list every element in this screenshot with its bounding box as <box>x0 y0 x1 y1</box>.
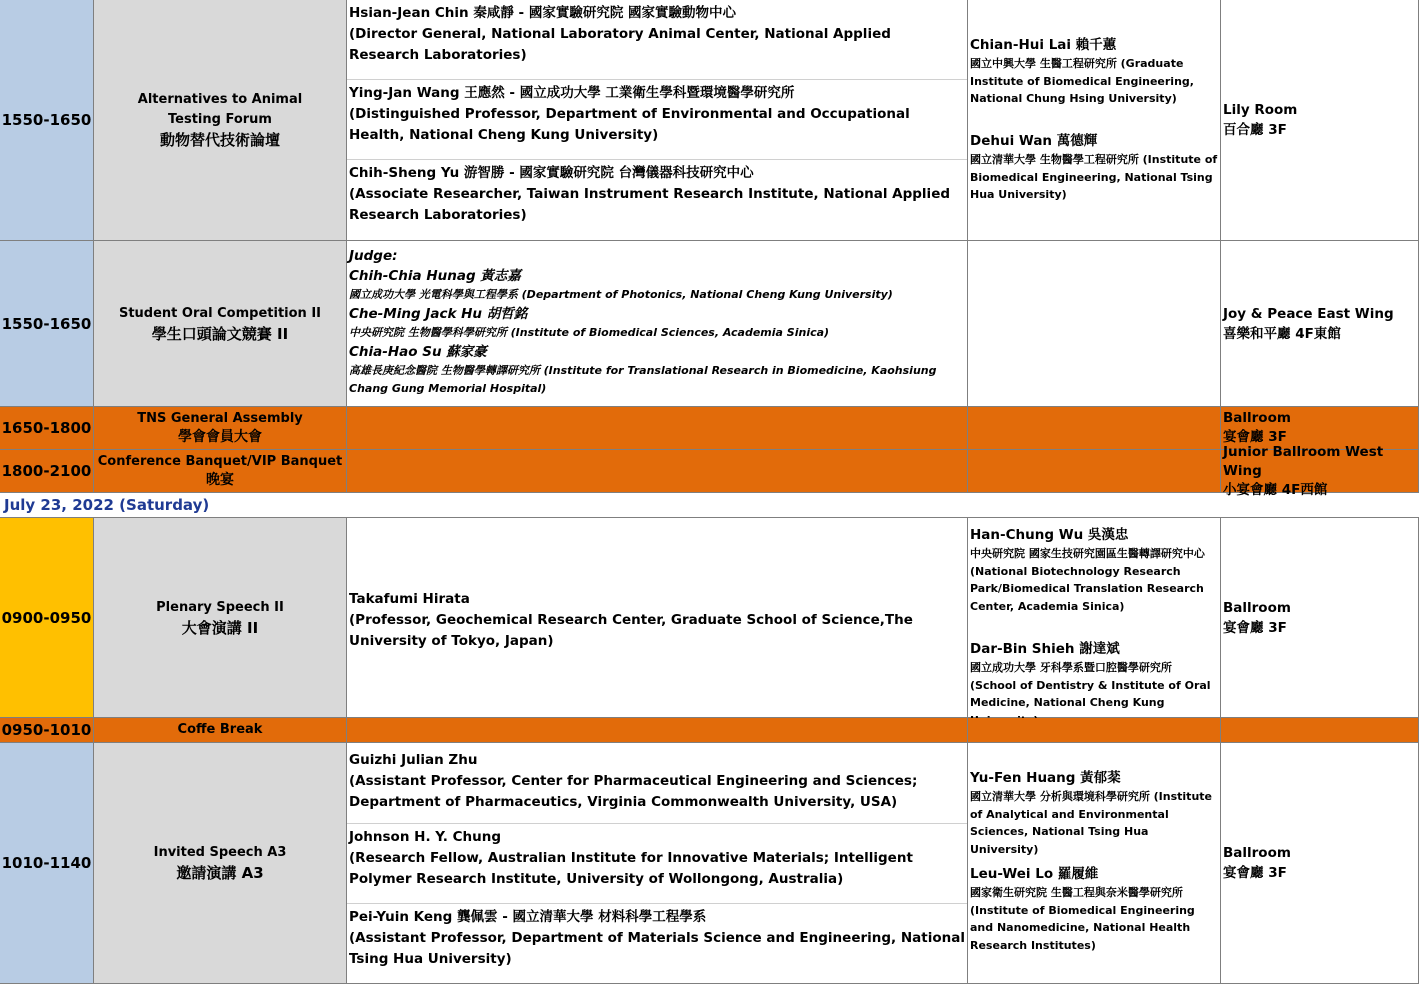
session-cell <box>94 407 347 450</box>
speaker-affiliation: (Director General, National Laboratory Animal Center, National Applied Research Laboratories) <box>349 26 891 63</box>
speaker-affiliation: (Assistant Professor, Department of Materials Science and Engineering, National Tsing Hua University) <box>349 930 965 967</box>
session-row-invited-a3 <box>0 743 1419 984</box>
session-row-plenary <box>0 518 1419 718</box>
moderator-affiliation: 國立清華大學 生物醫學工程研究所 (Institute of Biomedical Engineering, National Tsing Hua University) <box>970 153 1218 201</box>
moderator-affiliation: 國立清華大學 分析與環境科學研究所 (Institute of Analytical and Environmental Sciences, National Tsing Hua University) <box>970 790 1212 856</box>
date-heading: July 23, 2022 (Saturday) <box>4 496 210 514</box>
speaker-name: Guizhi Julian Zhu <box>349 752 478 768</box>
room-cell <box>1221 0 1419 241</box>
session-title-en: TNS General Assembly <box>137 411 303 426</box>
judge-label: Judge: <box>349 248 398 264</box>
moderators-cell <box>968 241 1221 407</box>
room-cell <box>1221 241 1419 407</box>
moderator-affiliation: 中央研究院 國家生技研究園區生醫轉譯研究中心 (National Biotechnology Research Park/Biomedical Translation Research Center, Academia Sinica) <box>970 547 1205 613</box>
moderator-entry <box>968 525 1220 615</box>
session-title-en: Coffe Break <box>177 722 263 737</box>
moderator-name: Leu-Wei Lo 羅履維 <box>970 866 1099 882</box>
speaker-name: Ying-Jan Wang 王應然 - 國立成功大學 工業衛生學科暨環境醫學研究所 <box>349 85 795 101</box>
judges-cell <box>347 241 968 407</box>
session-row-coffee-break <box>0 718 1419 743</box>
moderators-cell <box>968 450 1221 493</box>
room-cell <box>1221 718 1419 743</box>
session-title-en: Alternatives to Animal Testing Forum <box>137 92 303 127</box>
speakers-cell <box>347 518 968 718</box>
moderator-name: Chian-Hui Lai 賴千蕙 <box>970 37 1117 53</box>
room-name-en: Ballroom <box>1223 599 1291 616</box>
moderator-affiliation: 國家衛生研究院 生醫工程與奈米醫學研究所 (Institute of Biomedical Engineering and Nanomedicine, National Health Research Institutes) <box>970 886 1195 952</box>
moderator-entry <box>968 768 1220 858</box>
session-cell <box>94 743 347 984</box>
judge-affiliation: 國立成功大學 光電科學與工程學系 (Department of Photonics, National Cheng Kung University) <box>349 288 893 301</box>
time-text: 1650-1800 <box>1 419 92 437</box>
moderator-entry <box>968 639 1220 729</box>
speakers-cell <box>347 0 968 241</box>
speaker-entry <box>347 586 967 652</box>
session-title-zh: 晚宴 <box>206 472 234 488</box>
session-title-en: Plenary Speech II <box>156 599 284 615</box>
time-cell <box>0 718 94 743</box>
speaker-affiliation: (Distinguished Professor, Department of Environmental and Occupational Health, National Cheng Kung University) <box>349 106 910 143</box>
speaker-name: Johnson H. Y. Chung <box>349 829 502 845</box>
moderators-cell <box>968 518 1221 718</box>
time-cell <box>0 407 94 450</box>
session-title-en: Conference Banquet/VIP Banquet <box>97 454 343 469</box>
session-title-zh: 邀請演講 A3 <box>176 864 264 882</box>
judge-name: Chia-Hao Su 蘇家豪 <box>349 344 487 360</box>
time-cell <box>0 743 94 984</box>
moderator-name: Han-Chung Wu 吳漢忠 <box>970 527 1129 543</box>
room-name-en: Ballroom <box>1223 410 1291 426</box>
room-name-zh: 宴會廳 3F <box>1223 429 1287 445</box>
room-cell <box>1221 518 1419 718</box>
time-text: 0900-0950 <box>1 608 92 627</box>
room-name-en: Junior Ballroom West Wing <box>1223 443 1384 479</box>
session-row-general-assembly <box>0 407 1419 450</box>
session-cell <box>94 0 347 241</box>
speaker-affiliation: (Professor, Geochemical Research Center, Graduate School of Science,The University of Tokyo, Japan) <box>349 612 913 649</box>
speaker-entry <box>347 824 967 904</box>
speaker-name: Takafumi Hirata <box>349 591 470 607</box>
room-name-en: Lily Room <box>1223 102 1298 118</box>
speaker-affiliation: (Assistant Professor, Center for Pharmaceutical Engineering and Sciences; Department of Pharmaceutics, Virginia Commonwealth University, USA) <box>349 773 918 810</box>
speaker-name: Hsian-Jean Chin 秦咸靜 - 國家實驗研究院 國家實驗動物中心 <box>349 5 737 21</box>
speaker-entry <box>347 904 967 984</box>
time-cell <box>0 518 94 718</box>
moderators-cell <box>968 407 1221 450</box>
session-title-zh: 學生口頭論文競賽 II <box>151 324 289 343</box>
room-name-zh: 喜樂和平廳 4F東館 <box>1223 325 1341 342</box>
time-cell <box>0 450 94 493</box>
session-row-alternatives-forum <box>0 0 1419 241</box>
session-cell <box>94 718 347 743</box>
speaker-entry <box>347 747 967 824</box>
speaker-entry <box>347 80 967 160</box>
judge-name: Che-Ming Jack Hu 胡哲銘 <box>349 306 528 322</box>
moderator-entry <box>968 864 1220 954</box>
speakers-cell <box>347 407 968 450</box>
room-name-en: Ballroom <box>1223 845 1291 861</box>
room-cell <box>1221 743 1419 984</box>
session-cell <box>94 241 347 407</box>
speaker-name: Chih-Sheng Yu 游智勝 - 國家實驗研究院 台灣儀器科技研究中心 <box>349 165 754 181</box>
session-cell <box>94 518 347 718</box>
moderator-entry <box>968 35 1220 108</box>
date-heading-row <box>0 493 1419 518</box>
moderator-name: Dehui Wan 萬德輝 <box>970 133 1098 149</box>
time-text: 1550-1650 <box>1 111 92 129</box>
speakers-cell <box>347 450 968 493</box>
session-title-en: Student Oral Competition II <box>118 305 322 321</box>
time-text: 1010-1140 <box>1 854 92 872</box>
speakers-cell <box>347 718 968 743</box>
speaker-name: Pei-Yuin Keng 龔佩雲 - 國立清華大學 材料科學工程學系 <box>349 909 707 925</box>
session-row-banquet <box>0 443 1419 498</box>
judge-name: Chih-Chia Hunag 黃志嘉 <box>349 268 521 284</box>
room-name-zh: 宴會廳 3F <box>1223 619 1287 636</box>
session-title-zh: 大會演講 II <box>181 618 259 637</box>
session-row-student-oral <box>0 241 1419 407</box>
moderators-cell <box>968 718 1221 743</box>
time-text: 1550-1650 <box>1 314 92 333</box>
room-cell <box>1221 443 1419 498</box>
moderator-affiliation: 國立成功大學 牙科學系暨口腔醫學研究所 (School of Dentistry & Institute of Oral Medicine, National Cheng Kung <box>970 661 1211 709</box>
moderator-name: Dar-Bin Shieh 謝達斌 <box>970 641 1120 657</box>
judge-affiliation: 高雄長庚紀念醫院 生物醫學轉譯研究所 (Institute for Translational Research in Biomedicine, Kaohsiung Chang Gung Memorial Hospital) <box>349 364 937 395</box>
session-title-zh: 動物替代技術論壇 <box>159 131 280 149</box>
time-text: 0950-1010 <box>1 721 92 739</box>
moderator-affiliation: 國立中興大學 生醫工程研究所 (Graduate Institute of Biomedical Engineering, National Chung Hsing University) <box>970 57 1194 105</box>
speakers-cell <box>347 743 968 984</box>
speaker-affiliation: (Associate Researcher, Taiwan Instrument Research Institute, National Applied Research Laboratories) <box>349 186 951 223</box>
speaker-entry <box>347 0 967 80</box>
moderators-cell <box>968 0 1221 241</box>
room-name-zh: 小宴會廳 4F西館 <box>1223 481 1328 498</box>
room-name-en: Joy & Peace East Wing <box>1223 305 1394 322</box>
room-name-zh: 宴會廳 3F <box>1223 865 1287 881</box>
time-cell <box>0 0 94 241</box>
room-name-zh: 百合廳 3F <box>1223 122 1287 138</box>
session-title-zh: 學會會員大會 <box>178 429 262 445</box>
moderator-entry <box>968 131 1220 204</box>
moderator-name: Yu-Fen Huang 黃郁棻 <box>970 770 1121 786</box>
speaker-entry <box>347 160 967 240</box>
speaker-affiliation: (Research Fellow, Australian Institute for Innovative Materials; Intelligent Polymer Research Institute, University of Wollongong, Australia) <box>349 850 913 887</box>
judges-list <box>347 246 967 398</box>
time-cell <box>0 241 94 407</box>
judge-affiliation: 中央研究院 生物醫學科學研究所 (Institute of Biomedical Sciences, Academia Sinica) <box>349 326 830 339</box>
session-cell <box>94 450 347 493</box>
moderators-cell <box>968 743 1221 984</box>
session-title-en: Invited Speech A3 <box>153 845 287 860</box>
time-text: 1800-2100 <box>1 462 92 480</box>
